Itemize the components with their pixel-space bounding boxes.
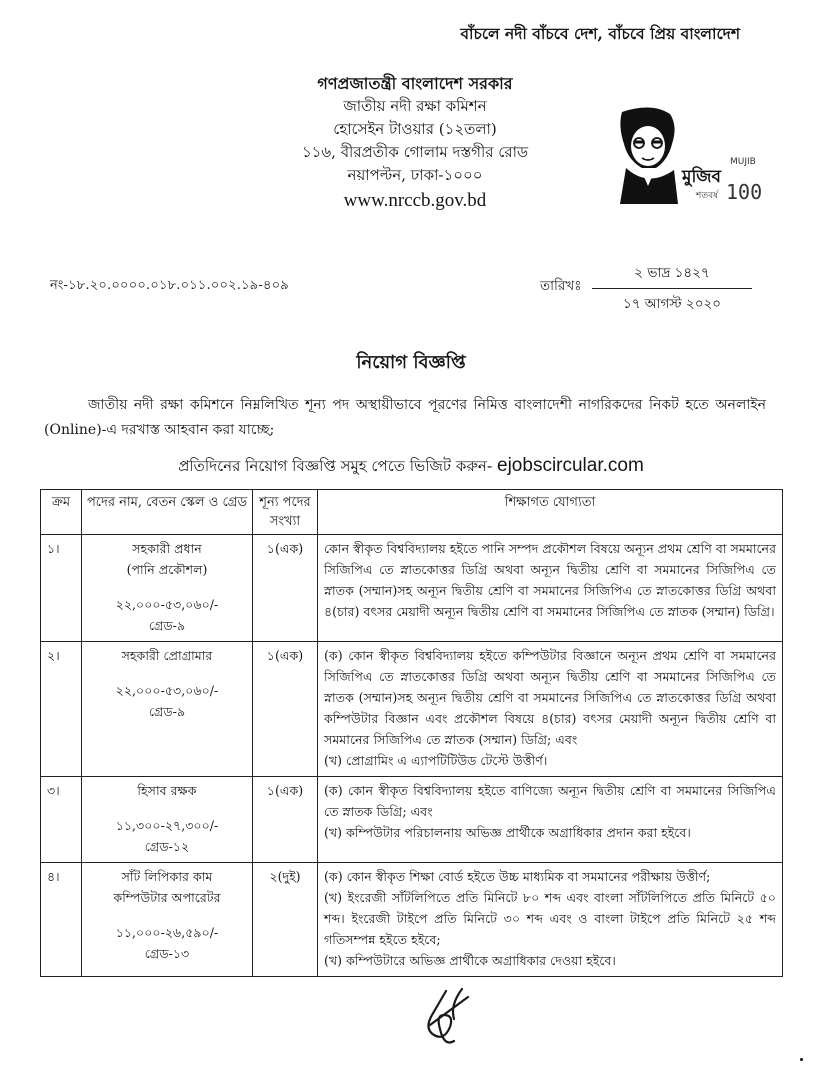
logo-script: মুজিব [682, 167, 721, 187]
table-row [41, 863, 783, 977]
page-dot [800, 1058, 803, 1061]
grade: গ্রেড-৯ [148, 618, 186, 633]
logo-number: 100 [726, 180, 762, 204]
motto: বাঁচলে নদী বাঁচবে দেশ, বাঁচবে প্রিয় বাংলাদেশ [460, 24, 740, 43]
bengali-date: ২ ভাদ্র ১৪২৭ [634, 265, 710, 281]
promo-text: প্রতিদিনের নিয়োগ বিজ্ঞপ্তি সমুহ পেতে ভিজিট করুন- [178, 457, 498, 475]
post-name: সহকারী প্রধান [132, 541, 202, 556]
website-link[interactable]: www.nrccb.gov.bd [343, 190, 487, 211]
row-qualification [318, 777, 783, 863]
row-serial: ১। [41, 535, 82, 642]
commission-name: জাতীয় নদী রক্ষা কমিশন [343, 97, 487, 115]
letterhead [230, 72, 600, 212]
pay-scale: ১১,৩০০-২৭,৩০০/- [115, 818, 219, 833]
government-name: গণপ্রজাতন্ত্রী বাংলাদেশ সরকার [317, 74, 513, 93]
signature [410, 985, 490, 1051]
row-count: ২(দুই) [253, 863, 318, 977]
qualification-line: কোন স্বীকৃত বিশ্ববিদ্যালয় হইতে পানি সম্পদ প্রকৌশল বিষয়ে অন্যূন প্রথম শ্রেণি বা সমমানের সিজিপিএ তে স্নাতকোত্তর ডিগ্রি অথবা অন্যূন দ্বিতীয় শ্রেণি বা সমমানের সিজিপিএ তে স্নাতক (সম্মান)সহ অন্যূন দ্বিতীয় শ্রেণি বা সমমানের সিজিপিএ তে স্নাতকোত্তর ডিগ্রি অথবা ৪(চার) বৎসর মেয়াদী অন্যূন দ্বিতীয় শ্রেণি বা সমমানের সিজিপিএ তে স্নাতক (সম্মান) ডিগ্রি। [324, 541, 776, 619]
date-label: তারিখঃ [540, 278, 582, 294]
post-name: সহকারী প্রোগ্রামার [121, 648, 213, 663]
notice-title: নিয়োগ বিজ্ঞপ্তি [356, 352, 466, 373]
building-address: হোসেইন টাওয়ার (১২তলা) [333, 120, 497, 138]
grade: গ্রেড-১৩ [144, 946, 190, 961]
row-qualification [318, 535, 783, 642]
qualification-line: (ক) কোন স্বীকৃত বিশ্ববিদ্যালয় হইতে কম্পিউটার বিজ্ঞানে অন্যূন প্রথম শ্রেণি বা সমমানের সিজিপিএ তে স্নাতকোত্তর ডিগ্রি অথবা অন্যূন দ্বিতীয় শ্রেণি বা সমমানের সিজিপিএ তে স্নাতক (সম্মান)সহ অন্যূন দ্বিতীয় শ্রেণি বা সমমানের সিজিপিএ তে স্নাতকোত্তর ডিগ্রি অথবা কম্পিউটার বিজ্ঞান এবং প্রকৌশল বিষয়ে ৪(চার) বৎসর মেয়াদী অন্যূন দ্বিতীয় শ্রেণি বা সমমানের সিজিপিএ তে স্নাতক (সম্মান) ডিগ্রি; এবং [324, 648, 776, 747]
qualification-line: (খ) কম্পিউটারে অভিজ্ঞ প্রার্থীকে অগ্রাধিকার দেওয়া হইবে। [324, 953, 616, 968]
row-post [82, 642, 253, 777]
memo-number: নং-১৮.২০.০০০০.০১৮.০১১.০০২.১৯-৪০৯ [50, 278, 289, 293]
vacancy-table [40, 489, 783, 977]
header-serial: ক্রম [41, 490, 82, 535]
row-count: ১(এক) [253, 535, 318, 642]
qualification-line: (খ) কম্পিউটার পরিচালনায় অভিজ্ঞ প্রার্থীকে অগ্রাধিকার প্রদান করা হইবে। [324, 825, 691, 840]
promo-line [0, 455, 822, 480]
qualification-line: (ক) কোন স্বীকৃত বিশ্ববিদ্যালয় হইতে বাণিজ্যে অন্যূন দ্বিতীয় শ্রেণি বা সমমানের সিজিপিএ তে স্নাতক ডিগ্রি; এবং [324, 783, 776, 819]
post-name: সাঁট লিপিকার কাম [121, 869, 213, 884]
table-row [41, 642, 783, 777]
qualification-line: (খ) প্রোগ্রামিং এ এ্যাপটিটিউড টেস্টে উত্তীর্ণ। [324, 753, 548, 768]
promo-site-link[interactable]: ejobscircular.com [497, 455, 644, 476]
row-serial: ৪। [41, 863, 82, 977]
post-sub: (পানি প্রকৌশল) [126, 562, 208, 577]
road-address: ১১৬, বীরপ্রতীক গোলাম দস্তগীর রোড [301, 143, 529, 161]
row-serial: ৩। [41, 777, 82, 863]
grade: গ্রেড-৯ [148, 704, 186, 719]
city-address: নয়াপল্টন, ঢাকা-১০০০ [347, 166, 483, 184]
post-name: হিসাব রক্ষক [137, 783, 197, 798]
row-qualification [318, 863, 783, 977]
header-qualification: শিক্ষাগত যোগ্যতা [318, 490, 783, 535]
row-serial: ২। [41, 642, 82, 777]
pay-scale: ২২,০০০-৫৩,০৬০/- [115, 597, 219, 612]
pay-scale: ২২,০০০-৫৩,০৬০/- [115, 683, 219, 698]
table-header-row [41, 490, 783, 535]
qualification-line: (খ) ইংরেজী সাঁটলিপিতে প্রতি মিনিটে ৮০ শব্দ এবং বাংলা সাঁটলিপিতে প্রতি মিনিটে ৫০ শব্দ। ইংরেজী টাইপে প্রতি মিনিটে ৩০ শব্দ এবং ও বাংলা টাইপে প্রতি মিনিটে ২৫ শব্দ গতিসম্পন্ন হইতে হইবে; [324, 890, 776, 947]
mujib-centenary-logo [612, 104, 762, 208]
date-divider [592, 288, 752, 289]
grade: গ্রেড-১২ [144, 839, 190, 854]
row-post [82, 863, 253, 977]
row-post [82, 535, 253, 642]
pay-scale: ১১,০০০-২৬,৫৯০/- [115, 925, 219, 940]
qualification-line: (ক) কোন স্বীকৃত শিক্ষা বোর্ড হইতে উচ্চ মাধ্যমিক বা সমমানের পরীক্ষায় উত্তীর্ণ; [324, 869, 711, 884]
logo-latin: MUJIB [730, 157, 756, 167]
intro-paragraph: জাতীয় নদী রক্ষা কমিশনে নিম্নলিখিত শূন্য পদ অস্থায়ীভাবে পূরণের নিমিত্ত বাংলাদেশী নাগরিকদের নিকট হতে অনলাইন (Online)-এ দরখাস্ত আহবান করা যাচ্ছে; [44, 397, 766, 438]
post-sub: কম্পিউটার অপারেটর [113, 890, 221, 905]
date-block [592, 262, 752, 316]
row-count: ১(এক) [253, 642, 318, 777]
gregorian-date: ১৭ আগস্ট ২০২০ [622, 296, 722, 312]
header-count: শূন্য পদের সংখ্যা [253, 490, 318, 535]
row-post [82, 777, 253, 863]
row-qualification [318, 642, 783, 777]
header-post: পদের নাম, বেতন স্কেল ও গ্রেড [82, 490, 253, 535]
table-row [41, 535, 783, 642]
table-row [41, 777, 783, 863]
row-count: ১(এক) [253, 777, 318, 863]
logo-sub: শতবর্ষ [696, 191, 719, 201]
